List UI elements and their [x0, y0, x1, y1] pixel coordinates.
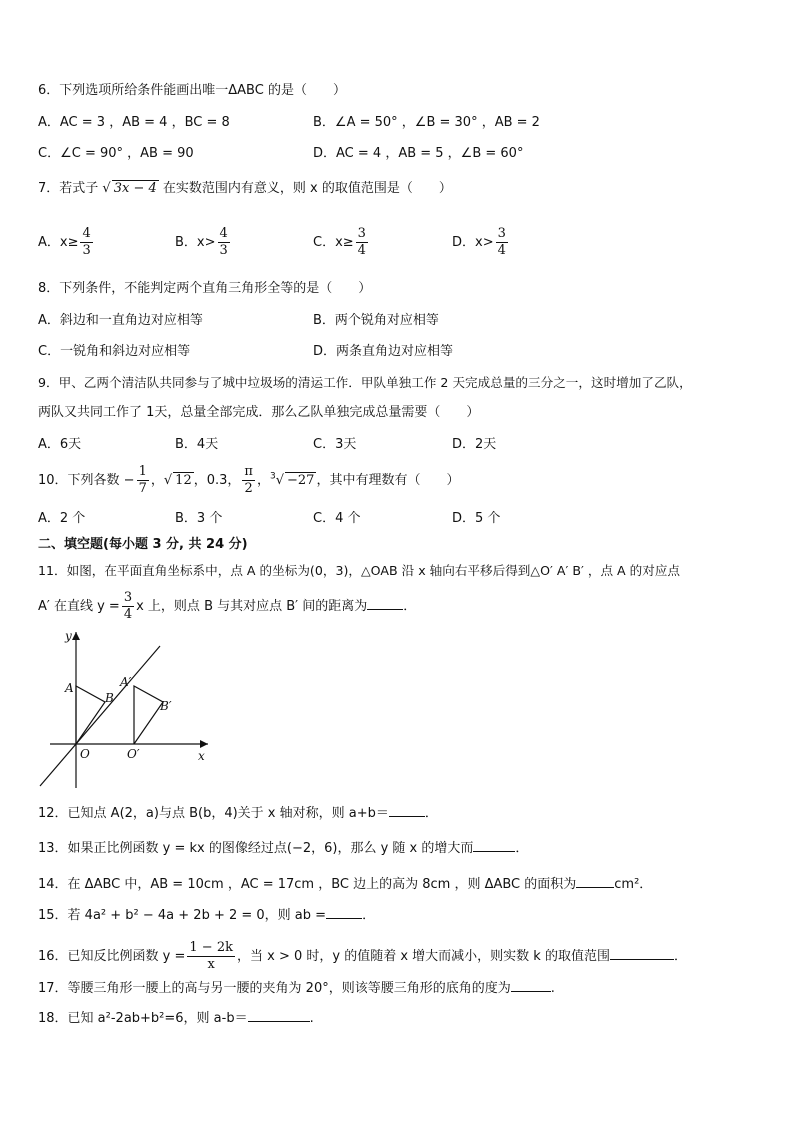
q11-coordinate-figure: [30, 628, 220, 790]
q7-d-num: 3: [497, 226, 506, 241]
q18-text: 18．已知 a²-2ab+b²=6，则 a-b＝: [38, 1011, 248, 1026]
q10-stem: 10．下列各数 − $\frac{1}{7}$ ，√ 12 ，0.3， $\frac{\pi}{2}$ ，$^3$√ −27 ，其中有理数有（ ）: [38, 464, 460, 496]
q8-option-c: C．一锐角和斜边对应相等: [38, 344, 191, 359]
q13-answer-blank[interactable]: [473, 838, 515, 852]
q14-unit: cm²．: [614, 877, 653, 892]
q9-option-b: B．4天: [175, 437, 219, 452]
q11-line2-pre: A′ 在直线 y =: [38, 599, 120, 614]
q7-stem: 7．若式子 √ 3x − 4 在实数范围内有意义，则 x 的取值范围是（ ）: [38, 181, 452, 196]
y-axis-arrow: [72, 632, 80, 640]
q18: 18．已知 a²-2ab+b²=6，则 a-b＝ .: [38, 1008, 314, 1028]
label-y: y: [65, 629, 72, 643]
q11-frac-den: 4: [123, 607, 133, 622]
q17: 17．等腰三角形一腰上的高与另一腰的夹角为 20°，则该等腰三角形的底角的度为 .: [38, 978, 555, 998]
q10-option-d: D．5 个: [452, 511, 501, 526]
label-b-prime: B′: [160, 699, 172, 713]
q6-option-d: D．AC = 4 ，AB = 5 ，∠B = 60°: [313, 146, 524, 161]
q7-stem-pre: 7．若式子: [38, 181, 99, 196]
q10-option-a: A．2 个: [38, 511, 86, 526]
q15: 15．若 4a² + b² − 4a + 2b + 2 = 0，则 ab = ．: [38, 905, 375, 925]
q9-option-a: A．6天: [38, 437, 82, 452]
q10-cbrt-index: 3: [269, 471, 276, 482]
q10-pi-den: 2: [244, 481, 253, 496]
q8-option-a: A．斜边和一直角边对应相等: [38, 313, 203, 328]
q12: 12．已知点 A(2，a)与点 B(b，4)关于 x 轴对称，则 a+b＝ ．: [38, 803, 438, 823]
q7-option-a: [38, 226, 95, 259]
q11-line2: [38, 590, 416, 623]
q7-option-c: [313, 226, 370, 259]
label-x: x: [198, 749, 205, 763]
q16-frac-num: 1 − 2k: [189, 940, 233, 955]
q6-option-c: C．∠C = 90° ，AB = 90: [38, 146, 194, 161]
section-heading-fill-in: 二、填空题(每小题 3 分, 共 24 分): [38, 537, 248, 552]
q7-c-num: 3: [357, 226, 366, 241]
q10-stem-pre: 10．下列各数 −: [38, 473, 135, 488]
q11-answer-blank[interactable]: [367, 596, 403, 610]
q10-frac-den: 7: [138, 481, 147, 496]
q11-line2-end: ．: [403, 599, 417, 614]
q7-b-den: 3: [219, 243, 228, 258]
triangle-o2a2b2: [134, 686, 163, 744]
q14-text: 14．在 ΔABC 中，AB = 10cm ，AC = 17cm ，BC 边上的高为 8cm ，则 ΔABC 的面积为: [38, 877, 577, 892]
q7-option-d-label: D．x>: [452, 235, 494, 250]
q9-option-c: C．3天: [313, 437, 357, 452]
label-a: A: [65, 681, 74, 695]
q8-option-d: D．两条直角边对应相等: [313, 344, 454, 359]
q6-stem: 6．下列选项所给条件能画出唯一ΔABC 的是（ ）: [38, 83, 346, 98]
q7-c-den: 4: [357, 243, 366, 258]
q17-text: 17．等腰三角形一腰上的高与另一腰的夹角为 20°，则该等腰三角形的底角的度为: [38, 981, 511, 996]
q13: 13．如果正比例函数 y = kx 的图像经过点(−2，6)，那么 y 随 x 的增大而 ．: [38, 838, 528, 858]
x-axis-arrow: [200, 740, 208, 748]
q16-answer-blank[interactable]: [610, 946, 674, 960]
q9-option-d: D．2天: [452, 437, 497, 452]
q10-frac-num: 1: [138, 464, 147, 479]
q8-option-b: B．两个锐角对应相等: [313, 313, 439, 328]
q10-mid: ，0.3，: [193, 473, 241, 488]
q7-stem-post: 在实数范围内有意义，则 x 的取值范围是（ ）: [162, 181, 452, 196]
label-o-prime: O′: [127, 747, 140, 761]
q7-option-b: [175, 226, 232, 259]
q7-option-b-label: B．x>: [175, 235, 216, 250]
label-a-prime: A′: [120, 675, 132, 689]
q14: [38, 874, 652, 894]
q15-text: 15．若 4a² + b² − 4a + 2b + 2 = 0，则 ab =: [38, 908, 327, 923]
q11-line2-post: x 上，则点 B 与其对应点 B′ 间的距离为: [136, 599, 368, 614]
q15-answer-blank[interactable]: [326, 905, 362, 919]
q10-cbrt: −27: [287, 473, 315, 488]
q17-answer-blank[interactable]: [511, 978, 551, 992]
label-o: O: [80, 747, 90, 761]
q7-option-c-label: C．x≥: [313, 235, 354, 250]
q10-pi-num: π: [244, 464, 253, 479]
q10-option-c: C．4 个: [313, 511, 361, 526]
q16-pre: 16．已知反比例函数 y =: [38, 949, 186, 964]
q9-line1: 9．甲、乙两个清洁队共同参与了城中垃圾场的清运工作．甲队单独工作 2 天完成总量的三分之一，这时增加了乙队，: [38, 375, 692, 390]
q7-b-num: 4: [219, 226, 228, 241]
q18-answer-blank[interactable]: [248, 1008, 310, 1022]
q12-answer-blank[interactable]: [389, 803, 425, 817]
q6-option-a: A．AC = 3 ，AB = 4 ，BC = 8: [38, 115, 230, 130]
line-y-3-4x: [40, 646, 160, 786]
q16-post: ，当 x > 0 时，y 的值随着 x 增大而减小，则实数 k 的取值范围: [236, 949, 610, 964]
q7-a-den: 3: [82, 243, 91, 258]
q11-frac-num: 3: [123, 590, 133, 605]
q10-sqrt: 12: [175, 473, 192, 488]
q11-line1: 11．如图，在平面直角坐标系中，点 A 的坐标为(0，3)，△OAB 沿 x 轴向右平移后得到△O′ A′ B′ ，点 A 的对应点: [38, 563, 681, 578]
q13-text: 13．如果正比例函数 y = kx 的图像经过点(−2，6)，那么 y 随 x 的增大而: [38, 841, 474, 856]
q14-answer-blank[interactable]: [576, 874, 614, 888]
q7-option-d: [452, 226, 510, 259]
q10-stem-post: ，其中有理数有（ ）: [316, 473, 460, 488]
q8-stem: 8．下列条件，不能判定两个直角三角形全等的是（ ）: [38, 281, 372, 296]
q6-option-b: B．∠A = 50° ，∠B = 30° ，AB = 2: [313, 115, 540, 130]
q16-frac-den: x: [207, 957, 215, 972]
q12-text: 12．已知点 A(2，a)与点 B(b，4)关于 x 轴对称，则 a+b＝: [38, 806, 389, 821]
q7-radicand: 3x − 4: [113, 181, 157, 196]
q16: 16．已知反比例函数 y = $\frac{1 - 2k}{x}$ ，当 x > 0 时，y 的值随着 x 增大而减小，则实数 k 的取值范围 ．: [38, 940, 687, 972]
q9-line2: 两队又共同工作了 1天，总量全部完成．那么乙队单独完成总量需要（ ）: [38, 405, 480, 420]
q7-a-num: 4: [82, 226, 91, 241]
label-b: B: [105, 691, 114, 705]
q10-option-b: B．3 个: [175, 511, 223, 526]
q7-d-den: 4: [497, 243, 506, 258]
q7-option-a-label: A．x≥: [38, 235, 79, 250]
